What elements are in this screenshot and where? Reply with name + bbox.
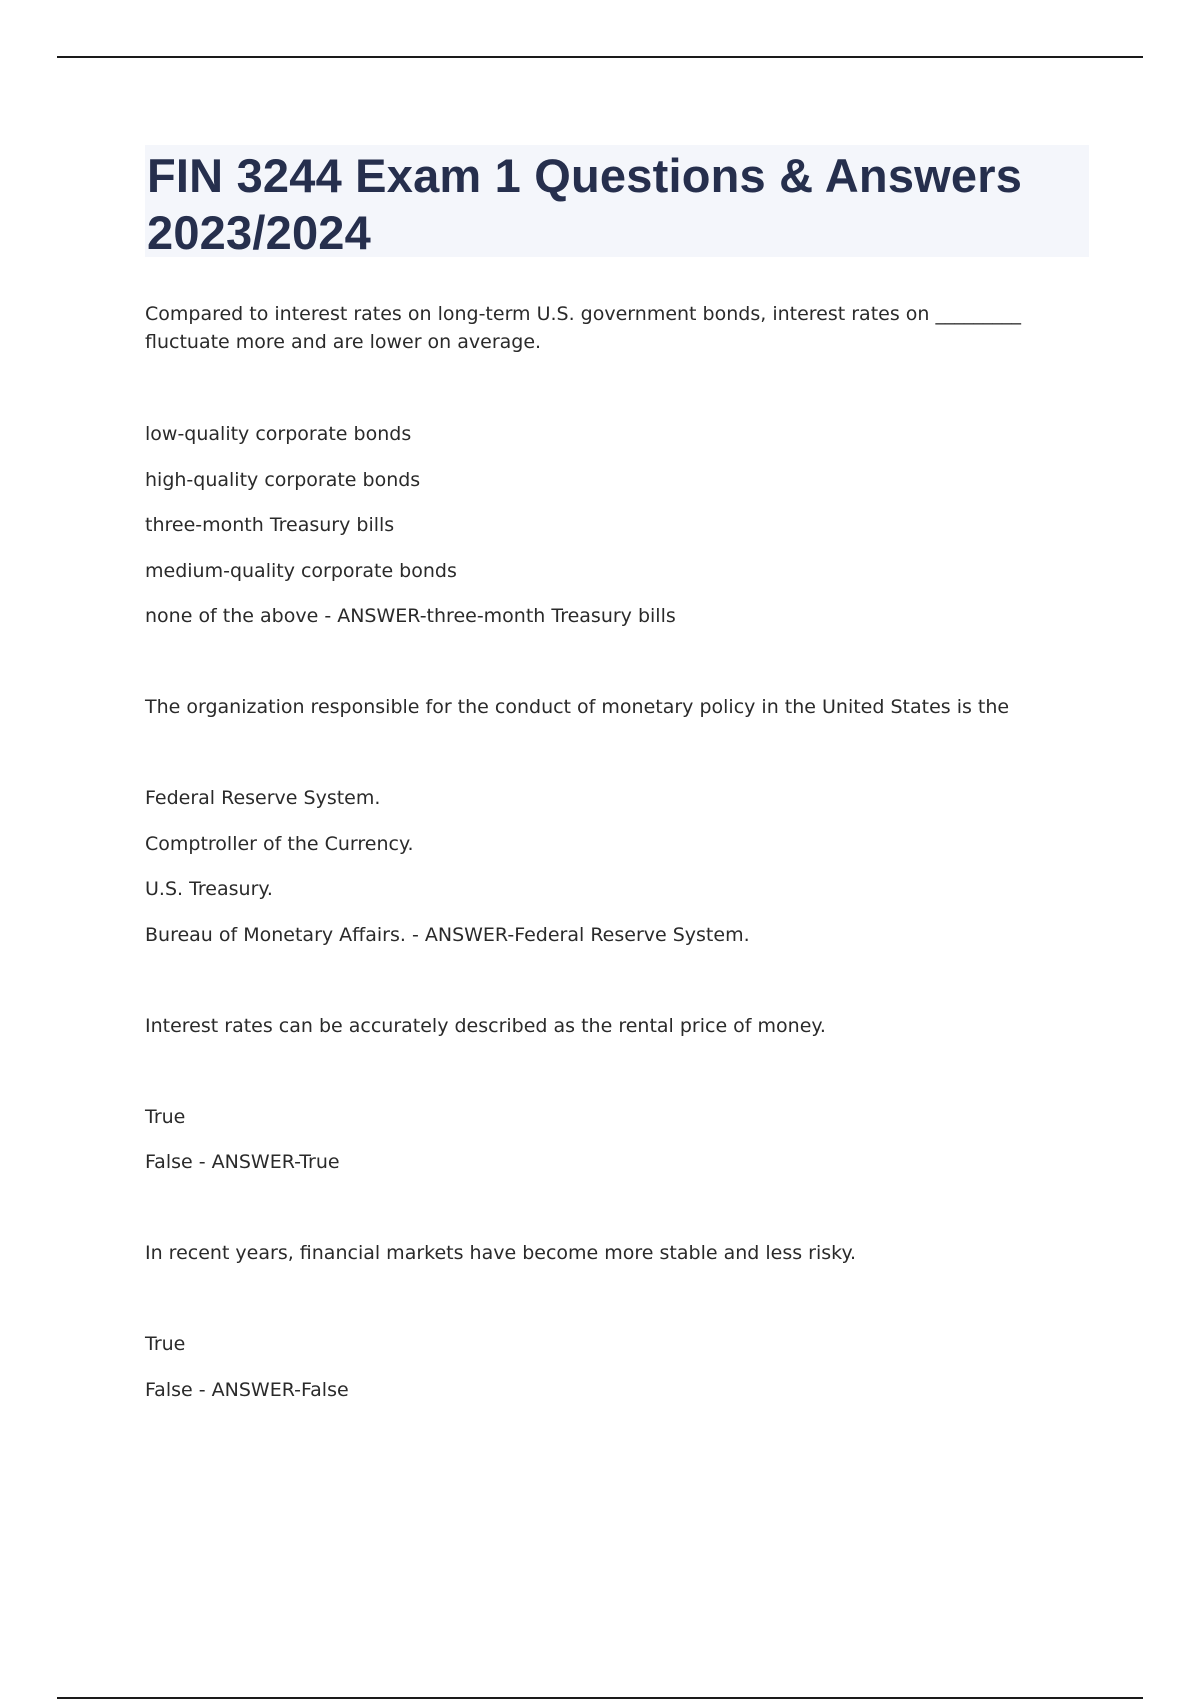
- question-1-option: three-month Treasury bills: [145, 514, 395, 536]
- document-title: FIN 3244 Exam 1 Questions & Answers 2023/2024: [147, 149, 1023, 259]
- bottom-rule: [57, 1697, 1143, 1699]
- question-1-answer: none of the above - ANSWER-three-month Treasury bills: [145, 605, 676, 627]
- question-3-answer: False - ANSWER-True: [145, 1151, 340, 1173]
- question-1-option: low-quality corporate bonds: [145, 423, 412, 445]
- question-1-option: high-quality corporate bonds: [145, 469, 421, 491]
- question-3-text: Interest rates can be accurately described as the rental price of money.: [145, 1015, 826, 1037]
- top-rule: [57, 56, 1143, 58]
- question-1-text: Compared to interest rates on long-term U.S. government bonds, interest rates on _________ fluctuate more and are lower on average.: [145, 303, 1021, 353]
- question-1-option: medium-quality corporate bonds: [145, 560, 457, 582]
- question-2-answer: Bureau of Monetary Affairs. - ANSWER-Federal Reserve System.: [145, 924, 750, 946]
- question-4-text: In recent years, financial markets have become more stable and less risky.: [145, 1242, 857, 1264]
- title-banner: [145, 145, 1089, 257]
- question-4-answer: False - ANSWER-False: [145, 1379, 349, 1401]
- question-4-option: True: [145, 1333, 186, 1355]
- question-2-option: Comptroller of the Currency.: [145, 833, 414, 855]
- question-2-text: The organization responsible for the conduct of monetary policy in the United States is the: [145, 696, 1010, 718]
- question-2-option: U.S. Treasury.: [145, 878, 273, 900]
- question-2-option: Federal Reserve System.: [145, 787, 381, 809]
- question-3-option: True: [145, 1106, 186, 1128]
